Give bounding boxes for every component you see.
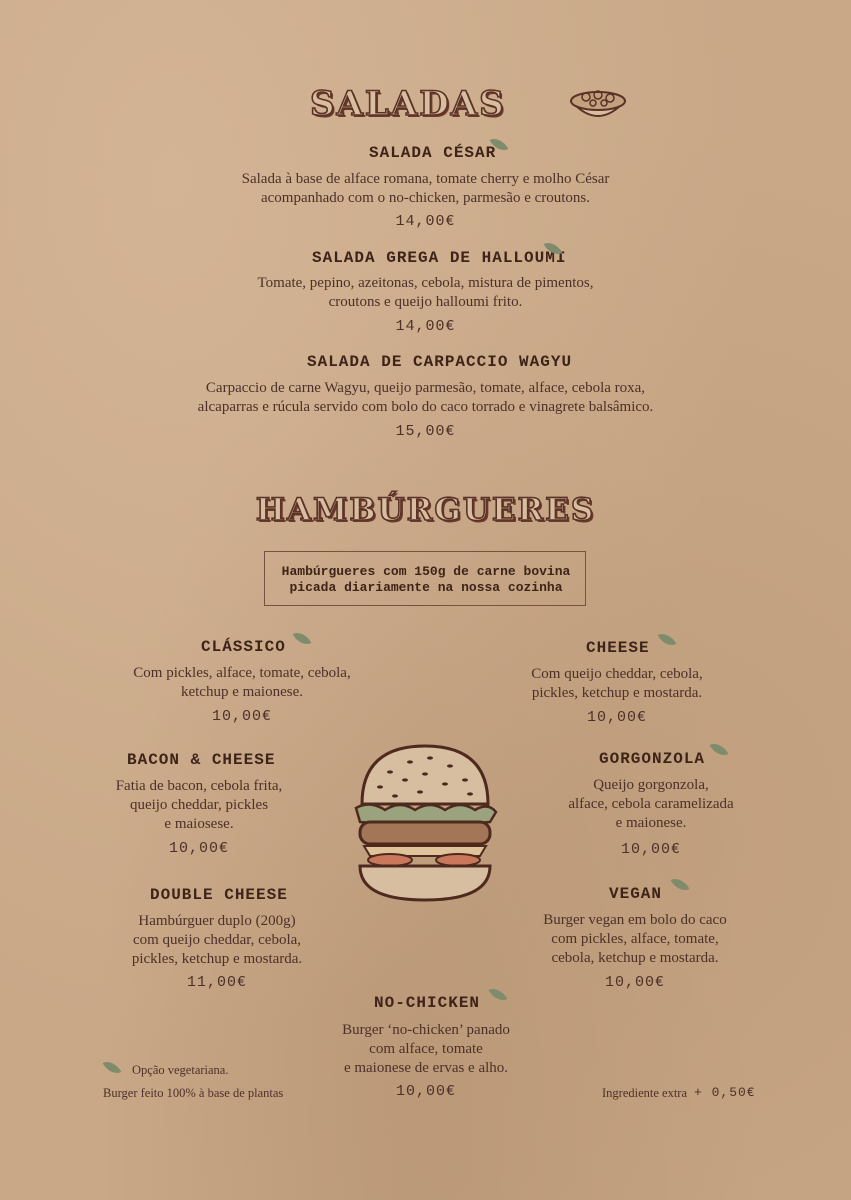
item-desc: Burger ‘no-chicken’ panado — [342, 1022, 510, 1038]
item-desc: Queijo gorgonzola, — [593, 777, 709, 793]
item-desc: e maiosese. — [164, 816, 234, 832]
vegetarian-legend: Opção vegetariana. — [132, 1063, 229, 1077]
item-title-cheese: CHEESE — [586, 639, 650, 657]
item-price: 14,00€ — [395, 318, 456, 335]
item-desc: com pickles, alface, tomate, — [551, 931, 719, 947]
leaf-icon — [103, 1057, 122, 1078]
leaf-icon — [658, 629, 677, 650]
item-desc: e maionese de ervas e alho. — [343, 1060, 509, 1076]
item-desc: croutons e queijo halloumi frito. — [328, 294, 523, 310]
item-desc: Tomate, pepino, azeitonas, cebola, mistura de pimentos, — [257, 275, 594, 291]
salad-bowl-icon — [566, 82, 630, 130]
item-title-no-chicken: NO-CHICKEN — [374, 994, 481, 1012]
item-desc: pickles, ketchup e mostarda. — [131, 951, 303, 967]
item-price: 15,00€ — [395, 423, 456, 440]
item-title-double-cheese: DOUBLE CHEESE — [150, 886, 288, 904]
item-desc: Hambúrguer duplo (200g) — [138, 913, 296, 929]
item-desc: Carpaccio de carne Wagyu, queijo parmesão, tomate, alface, cebola roxa, — [205, 380, 646, 396]
item-desc: queijo cheddar, pickles — [129, 797, 269, 813]
leaf-icon — [293, 628, 312, 649]
item-price: 10,00€ — [604, 974, 665, 991]
plant-based-legend: Burger feito 100% à base de plantas — [103, 1086, 284, 1100]
item-price: 10,00€ — [168, 840, 229, 857]
leaf-icon — [671, 874, 690, 895]
item-desc: Com queijo cheddar, cebola, — [531, 666, 703, 682]
item-desc: com alface, tomate — [369, 1041, 483, 1057]
item-price: 10,00€ — [395, 1083, 456, 1100]
item-price: 14,00€ — [395, 213, 456, 230]
item-desc: alcaparras e rúcula servido com bolo do caco torrado e vinagrete balsâmico. — [197, 399, 654, 415]
info-box-line: picada diariamente na nossa cozinha — [289, 580, 563, 595]
item-title-bacon-cheese: BACON & CHEESE — [127, 751, 276, 769]
item-desc: e maionese. — [615, 815, 687, 831]
item-title-vegan: VEGAN — [609, 885, 663, 903]
item-title-classico: CLÁSSICO — [201, 638, 286, 656]
item-title-salada-cesar: SALADA CÉSAR — [369, 144, 497, 162]
section-title-saladas: SALADAS — [310, 84, 506, 124]
item-desc: pickles, ketchup e mostarda. — [531, 685, 703, 701]
item-title-salada-carpaccio: SALADA DE CARPACCIO WAGYU — [307, 353, 573, 371]
item-price: 11,00€ — [186, 974, 247, 991]
item-desc: ketchup e maionese. — [180, 684, 304, 700]
item-desc: alface, cebola caramelizada — [568, 796, 734, 812]
item-desc: Com pickles, alface, tomate, cebola, — [133, 665, 351, 681]
item-desc: Fatia de bacon, cebola frita, — [115, 778, 283, 794]
extra-ingredient-price: + 0,50€ — [694, 1085, 756, 1100]
item-desc: com queijo cheddar, cebola, — [132, 932, 302, 948]
info-box-line: Hambúrgueres com 150g de carne bovina — [281, 564, 571, 579]
leaf-icon — [489, 984, 508, 1005]
burger-illustration — [350, 742, 500, 907]
section-title-hamburgueres: HAMBÚRGUERES — [255, 492, 596, 528]
item-desc: cebola, ketchup e mostarda. — [551, 950, 719, 966]
item-price: 10,00€ — [620, 841, 681, 858]
leaf-icon — [710, 739, 729, 760]
item-desc: Burger vegan em bolo do caco — [543, 912, 727, 928]
item-price: 10,00€ — [586, 709, 647, 726]
item-price: 10,00€ — [211, 708, 272, 725]
item-desc: acompanhado com o no-chicken, parmesão e croutons. — [260, 190, 591, 206]
item-title-salada-grega: SALADA GREGA DE HALLOUMI — [312, 249, 567, 267]
item-title-gorgonzola: GORGONZOLA — [599, 750, 706, 768]
item-desc: Salada à base de alface romana, tomate cherry e molho César — [241, 171, 610, 187]
extra-ingredient-label: Ingrediente extra — [602, 1086, 688, 1100]
